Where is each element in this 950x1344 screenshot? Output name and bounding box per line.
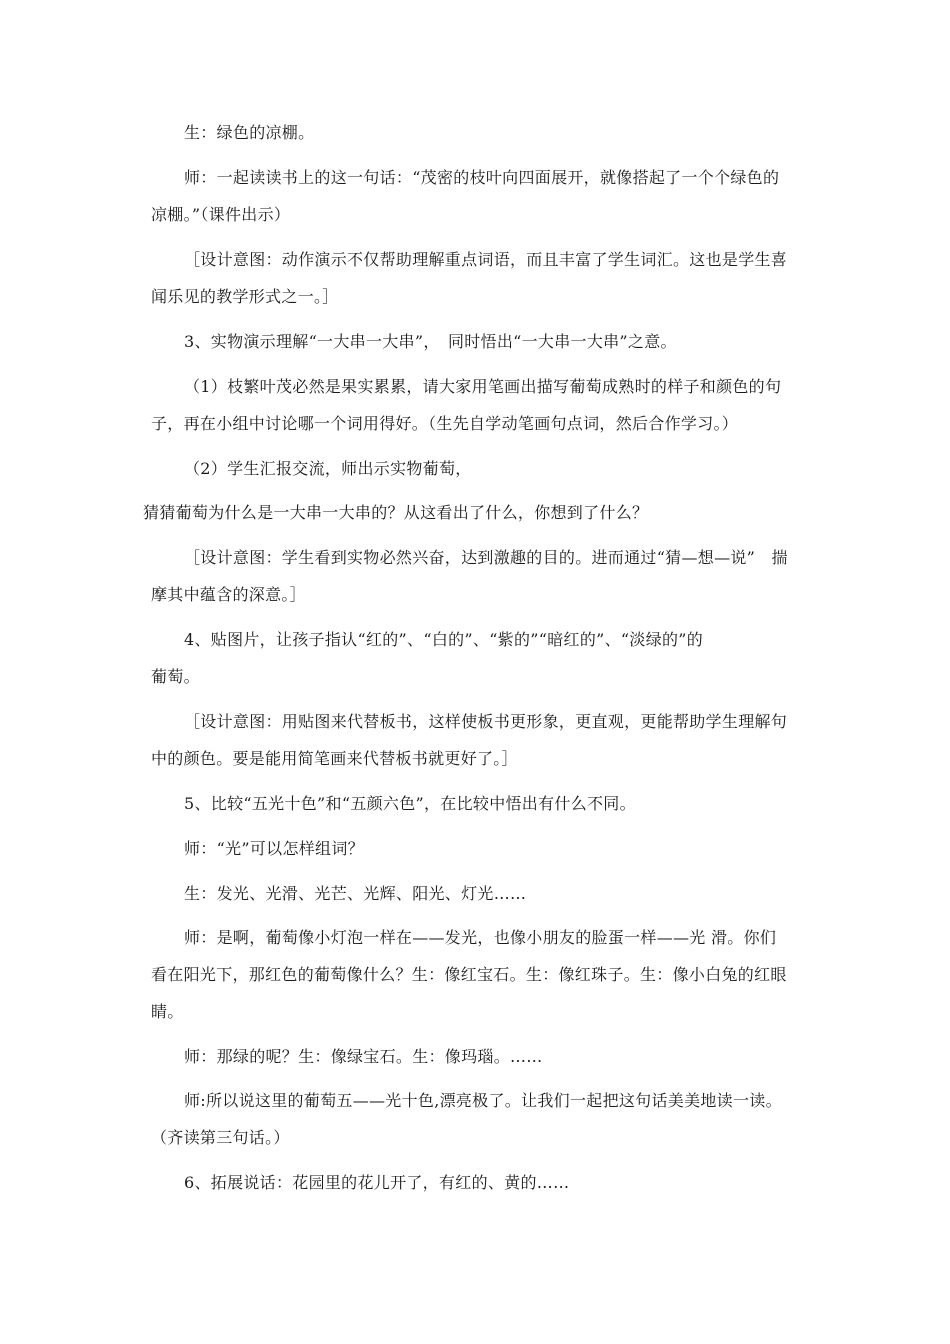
text-line: 看在阳光下，那红色的葡萄像什么？生：像红宝石。生：像红珠子。生：像小白兔的红眼 xyxy=(151,965,787,984)
text-line: （齐读第三句话。） xyxy=(151,1128,290,1147)
text-line: 师：是啊，葡萄像小灯泡一样在——发光，也像小朋友的脸蛋一样——光 滑。你们 xyxy=(184,928,777,947)
text-line: 闻乐见的教学形式之一。］ xyxy=(151,287,339,306)
text-line: 4、贴图片，让孩子指认“红的”、“白的”、“紫的”“暗红的”、“淡绿的”的 xyxy=(184,630,704,649)
text-line: 摩其中蕴含的深意。］ xyxy=(151,585,307,604)
text-line: 生：绿色的凉棚。 xyxy=(184,123,315,142)
text-line: 6、拓展说话：花园里的花儿开了，有红的、黄的…… xyxy=(184,1173,570,1192)
text-line: 睛。 xyxy=(151,1002,184,1021)
text-line: 凉棚。”（课件出示） xyxy=(151,205,291,224)
text-line: 师:所以说这里的葡萄五——光十色,漂亮极了。让我们一起把这句话美美地读一读。 xyxy=(184,1091,782,1110)
text-line: 师：“光”可以怎样组词？ xyxy=(184,839,364,858)
text-line: 葡萄。 xyxy=(151,667,200,686)
text-line: 子，再在小组中讨论哪一个词用得好。（生先自学动笔画句点词，然后合作学习。） xyxy=(151,414,739,433)
text-line: （1）枝繁叶茂必然是果实累累，请大家用笔画出描写葡萄成熟时的样子和颜色的句 xyxy=(184,377,782,396)
text-line: 师：一起读读书上的这一句话：“茂密的枝叶向四面展开，就像搭起了一个个绿色的 xyxy=(184,168,780,187)
text-line: 生：发光、光滑、光芒、光辉、阳光、灯光…… xyxy=(184,884,527,903)
text-line: 师：那绿的呢？生：像绿宝石。生：像玛瑙。…… xyxy=(184,1047,543,1066)
text-line: 中的颜色。要是能用简笔画来代替板书就更好了。］ xyxy=(151,749,518,768)
text-line: ［设计意图：学生看到实物必然兴奋，达到激趣的目的。进而通过“猜—想—说” 揣 xyxy=(184,548,788,567)
text-line: ［设计意图：用贴图来代替板书，这样使板书更形象，更直观，更能帮助学生理解句 xyxy=(184,712,788,731)
text-line: 5、比较“五光十色”和“五颜六色”，在比较中悟出有什么不同。 xyxy=(184,794,636,813)
text-line: 猜猜葡萄为什么是一大串一大串的？从这看出了什么，你想到了什么？ xyxy=(143,503,649,522)
text-line: （2）学生汇报交流，师出示实物葡萄， xyxy=(184,459,472,478)
text-line: ［设计意图：动作演示不仅帮助理解重点词语，而且丰富了学生词汇。这也是学生喜 xyxy=(184,250,788,269)
text-line: 3、实物演示理解“一大串一大串”， 同时悟出“一大串一大串”之意。 xyxy=(184,332,677,351)
